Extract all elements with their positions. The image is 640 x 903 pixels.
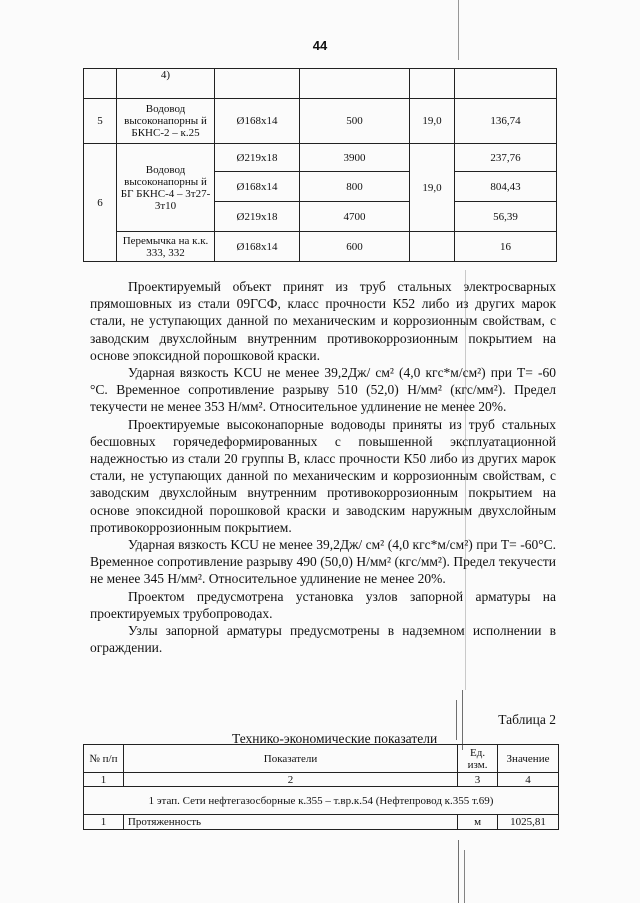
table-row bbox=[84, 99, 557, 144]
pipe-diameter: Ø219x18 bbox=[215, 144, 300, 172]
paragraph: Ударная вязкость KCU не менее 39,2Дж/ см² (4,0 кгс*м/см²) при Т= -60°С. Временное сопротивление разрыву 490 (50,0) Н/мм² (кгс/мм²). Предел текучести не менее 345 Н/мм². Относительное удлинение не менее 20%. bbox=[90, 537, 556, 587]
pipe-value: 16 bbox=[455, 232, 557, 262]
indicator-value: 1025,81 bbox=[498, 815, 559, 830]
pipe-pressure bbox=[410, 232, 455, 262]
pipe-pressure bbox=[410, 69, 455, 99]
row-number bbox=[84, 69, 117, 99]
pipe-value: 804,43 bbox=[455, 172, 557, 202]
pipe-table bbox=[83, 68, 557, 262]
paragraph: Узлы запорной арматуры предусмотрены в надземном исполнении в ограждении. bbox=[90, 623, 556, 656]
paragraph: Ударная вязкость KCU не менее 39,2Дж/ см² (4,0 кгс*м/см²) при Т= -60 °С. Временное сопротивление разрыву 510 (52,0) Н/мм² (кгс/мм²). Предел текучести не менее 353 Н/мм². Относительное удлинение не менее 20%. bbox=[90, 365, 556, 415]
header-value: Значение bbox=[498, 745, 559, 773]
table-number-row bbox=[84, 773, 559, 787]
pipe-value: 136,74 bbox=[455, 99, 557, 144]
pipe-value bbox=[455, 69, 557, 99]
table-row bbox=[84, 232, 557, 262]
tep-table bbox=[83, 744, 559, 830]
paragraph: Проектом предусмотрена установка узлов запорной арматуры на проектируемых трубопроводах. bbox=[90, 588, 556, 621]
pipe-value: 237,76 bbox=[455, 144, 557, 172]
scan-fold-line bbox=[465, 270, 466, 690]
pipe-name: Перемычка на к.к. 333, 332 bbox=[117, 232, 215, 262]
pipe-length: 3900 bbox=[300, 144, 410, 172]
header-unit: Ед. изм. bbox=[458, 745, 498, 773]
body-text bbox=[90, 278, 556, 656]
scan-fold-line bbox=[456, 700, 457, 740]
pipe-name: Водовод высоконапорны й БКНС-2 – к.25 bbox=[117, 99, 215, 144]
pipe-pressure: 19,0 bbox=[410, 144, 455, 232]
pipe-diameter: Ø219x18 bbox=[215, 202, 300, 232]
pipe-length: 4700 bbox=[300, 202, 410, 232]
table-row bbox=[84, 144, 557, 172]
column-number: 1 bbox=[84, 773, 124, 787]
table-row bbox=[84, 815, 559, 830]
scan-fold-line bbox=[458, 0, 459, 60]
pipe-diameter: Ø168x14 bbox=[215, 172, 300, 202]
pipe-name: Водовод высоконапорны й БГ БКНС-4 – 3т27-3т10 bbox=[117, 144, 215, 232]
page-number: 44 bbox=[312, 38, 328, 53]
indicator-unit: м bbox=[458, 815, 498, 830]
pipe-length: 500 bbox=[300, 99, 410, 144]
scan-fold-line bbox=[464, 850, 465, 903]
pipe-diameter bbox=[215, 69, 300, 99]
paragraph: Проектируемые высоконапорные водоводы приняты из труб стальных бесшовных горячедеформированных с повышенной эксплуатационной надежностью из стали 20 группы В, класс прочности К50 либо из других марок стали, не уступающих данной по механическим и коррозионным свойствам, с заводским двухслойным внутренним противокоррозионным покрытием на основе эпоксидной порошковой краски и заводским наружным двухслойным противокоррозионным покрытием. bbox=[90, 416, 556, 535]
header-number: № п/п bbox=[84, 745, 124, 773]
row-number: 6 bbox=[84, 144, 117, 262]
header-indicator: Показатели bbox=[123, 745, 457, 773]
table-caption: Таблица 2 bbox=[498, 712, 556, 727]
pipe-pressure: 19,0 bbox=[410, 99, 455, 144]
stage-row bbox=[84, 787, 559, 815]
stage-title: 1 этап. Сети нефтегазосборные к.355 – т.вр.к.54 (Нефтепровод к.355 т.69) bbox=[84, 787, 559, 815]
pipe-value: 56,39 bbox=[455, 202, 557, 232]
table-header-row bbox=[84, 745, 559, 773]
pipe-length: 600 bbox=[300, 232, 410, 262]
column-number: 3 bbox=[458, 773, 498, 787]
pipe-diameter: Ø168x14 bbox=[215, 99, 300, 144]
pipe-diameter: Ø168x14 bbox=[215, 232, 300, 262]
row-number: 1 bbox=[84, 815, 124, 830]
indicator-name: Протяженность bbox=[123, 815, 457, 830]
table-title: Технико-экономические показатели bbox=[232, 731, 438, 746]
pipe-name: 4) bbox=[117, 69, 215, 99]
scan-fold-line bbox=[462, 690, 463, 750]
column-number: 4 bbox=[498, 773, 559, 787]
column-number: 2 bbox=[123, 773, 457, 787]
row-number: 5 bbox=[84, 99, 117, 144]
pipe-length bbox=[300, 69, 410, 99]
scan-fold-line bbox=[458, 840, 459, 903]
paragraph: Проектируемый объект принят из труб стальных электросварных прямошовных из стали 09ГСФ, класс прочности К52 либо из других марок стали, не уступающих данной по механическим и коррозионным свойствам, с заводским двухслойным внутренним противокоррозионным покрытием на основе эпоксидной порошковой краски. bbox=[90, 279, 556, 363]
pipe-length: 800 bbox=[300, 172, 410, 202]
table-row bbox=[84, 69, 557, 99]
